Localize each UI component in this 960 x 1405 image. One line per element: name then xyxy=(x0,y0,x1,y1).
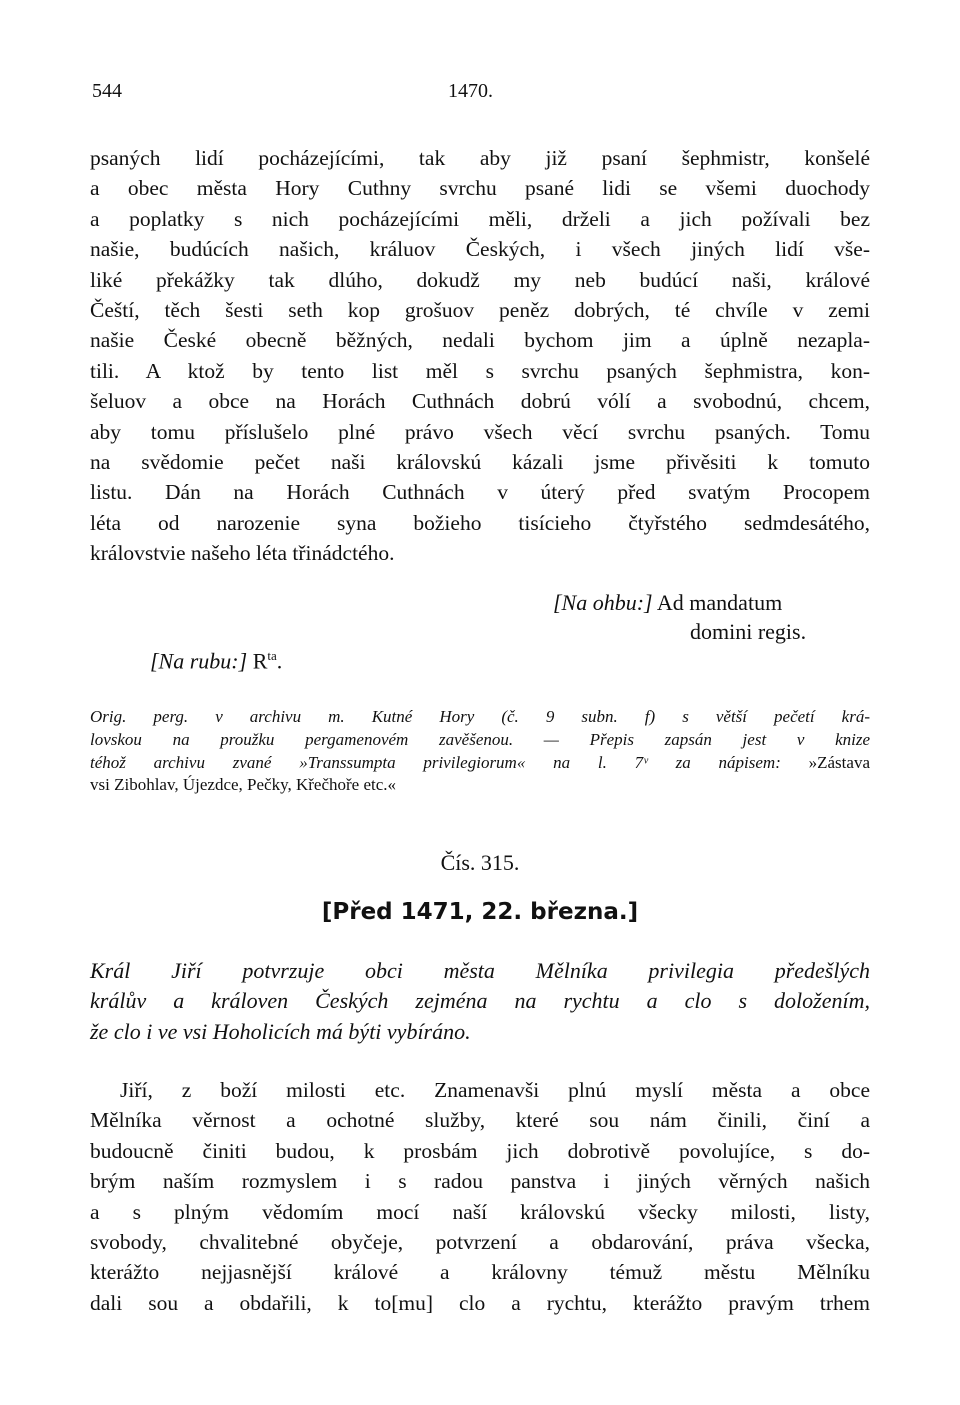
regest-line: králův a královen Českých zejména na rychtu a clo s doložením, xyxy=(90,988,870,1014)
regest-line: Král Jiří potvrzuje obci města Mělníka privilegia předešlých xyxy=(90,958,870,983)
endorsement-back-label: [Na rubu:] xyxy=(150,648,248,674)
endorsement-back-period: . xyxy=(276,648,283,674)
endorsement-fold-text: Ad mandatum xyxy=(656,590,783,615)
text-line: a s plným vědomím mocí naší královskú všecky milosti, listy, xyxy=(90,1199,870,1224)
running-title: 1470. xyxy=(448,80,493,102)
regest-line: že clo i ve vsi Hoholicích má býti vybíráno. xyxy=(90,1018,471,1044)
text-line: budoucně činiti budou, k prosbám jich dobrotivě povolujíce, s do- xyxy=(90,1138,870,1163)
endorsement-fold-line-2: domini regis. xyxy=(690,619,807,644)
note-line-italic: téhož archivu zvané »Transsumpta privilegiorum« na l. 7ᵛ za nápisem: xyxy=(90,752,781,772)
text-line: liké překážky tak dlúho, dokudž my neb budúcí naši, králové xyxy=(90,267,870,292)
page-number: 544 xyxy=(92,80,122,102)
text-line: královstvie našeho léta třinádctého. xyxy=(90,541,395,566)
text-line: šeluov a obce na Horách Cuthnách dobrú vólí a svobodnú, chcem, xyxy=(90,389,870,414)
endorsement-fold-line-1 xyxy=(553,590,782,616)
text-line: na svědomie pečet naši královskú kázali jsme přivěsiti k tomuto xyxy=(90,450,870,475)
text-line: Mělníka věrnost a ochotné služby, které sou nám činili, činí a xyxy=(90,1108,870,1133)
note-line xyxy=(90,774,870,797)
text-line: tili. A ktož by tento list měl s svrchu psaných šephmistra, kon- xyxy=(90,358,870,383)
text-line: listu. Dán na Horách Cuthnách v úterý před svatým Procopem xyxy=(90,480,870,505)
document-text xyxy=(90,1075,870,1318)
endorsement-back-text: R xyxy=(252,648,268,674)
text-line: Jiří, z boží milosti etc. Znamenavši plnú myslí města a obce xyxy=(120,1078,870,1102)
note-line xyxy=(90,729,870,752)
text-line: svobody, chvalitebné obyčeje, potvrzení a obdarování, práva všecka, xyxy=(90,1230,870,1255)
note-line xyxy=(90,752,870,775)
note-line xyxy=(90,706,870,729)
text-line: dali sou a obdařili, k to[mu] clo a rychtu, kterážto pravým trhem xyxy=(90,1290,870,1315)
text-line: psaných lidí pocházejícími, tak aby již psaní šephmistr, konšelé xyxy=(90,146,870,170)
text-line: Čeští, těch šesti seth kop grošuov peněz dobrých, té chvíle v zemi xyxy=(90,298,870,323)
document-date: [Před 1471, 22. března.] xyxy=(321,899,639,925)
text-line: a obec města Hory Cuthny svrchu psané lidi se všemi duochody xyxy=(90,176,870,201)
text-line: kterážto nejjasnější králové a královny témuž městu Mělníku xyxy=(90,1260,870,1285)
endorsement-back xyxy=(150,648,282,674)
note-line-italic: lovskou na proužku pergamenovém zavěšenou. — Přepis zapsán jest v knize xyxy=(90,729,870,749)
text-line: brým naším rozmyslem i s radou panstva i jiných věrných našich xyxy=(90,1169,870,1194)
endorsement-back-superscript: ta xyxy=(267,648,277,663)
note-line-plain: vsi Zibohlav, Újezdce, Pečky, Křečhoře etc.« xyxy=(90,775,397,795)
continuation-paragraph xyxy=(90,143,870,569)
text-line: našie České obecně běžných, nedali bychom jim a úplně nezapla- xyxy=(90,328,870,353)
endorsement-fold-label: [Na ohbu:] xyxy=(553,590,653,615)
note-line-plain: »Zástava xyxy=(780,752,870,772)
source-note xyxy=(90,706,870,797)
regest xyxy=(90,956,870,1047)
document-number: Čís. 315. xyxy=(440,850,520,875)
text-line: našie, budúcích našich, králuov Českých, i všech jiných lidí vše- xyxy=(90,237,870,262)
text-line: a poplatky s nich pocházejícími měli, drželi a jich požívali bez xyxy=(90,206,870,231)
text-line: léta od narozenie syna božieho tisícieho čtyřstého sedmdesátého, xyxy=(90,510,870,535)
note-line-italic: Orig. perg. v archivu m. Kutné Hory (č. 9 subn. f) s větší pečetí krá- xyxy=(90,707,870,726)
text-line: aby tomu příslušelo plné právo všech věcí svrchu psaných. Tomu xyxy=(90,419,870,444)
